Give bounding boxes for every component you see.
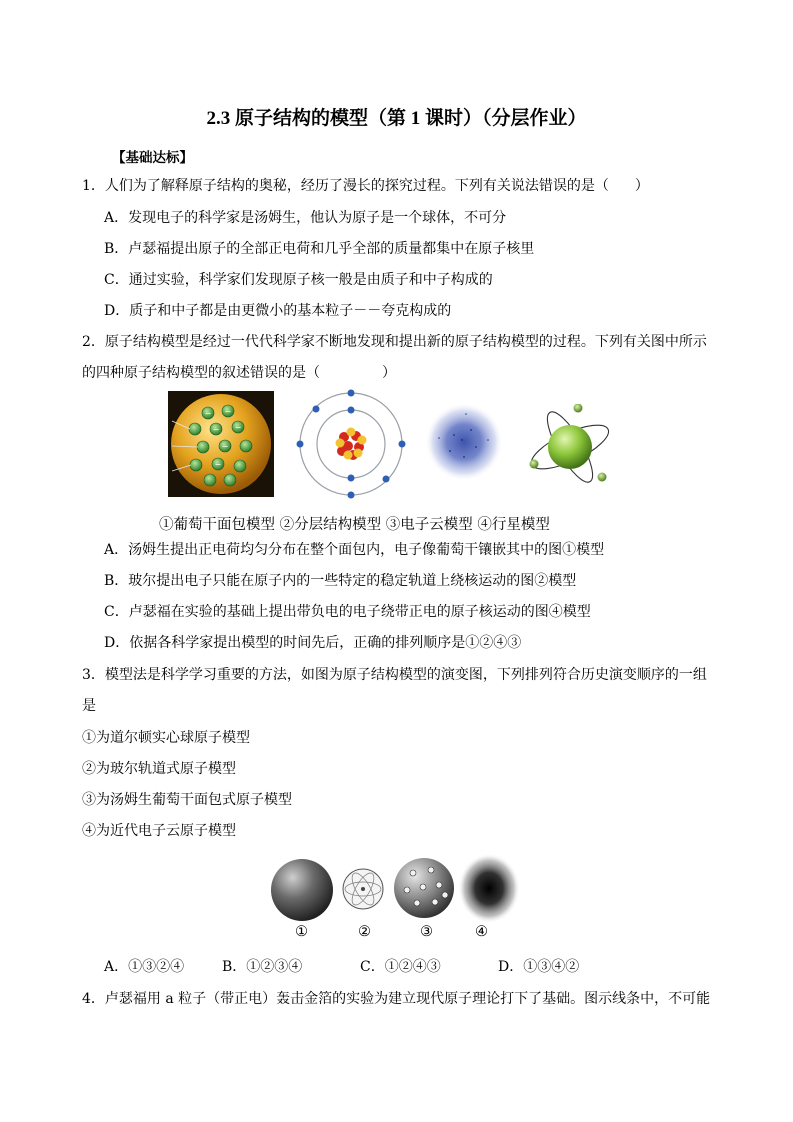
page-title: 2.3 原子结构的模型（第 1 课时）（分层作业）: [206, 108, 587, 129]
fig3-label-1: ①: [295, 924, 308, 940]
q1-option-b[interactable]: B．卢瑟福提出原子的全部正电荷和几乎全部的质量都集中在原子核里: [104, 241, 535, 257]
question-4-stem-line1: 4．卢瑟福用 a 粒子（带正电）轰击金箔的实验为建立现代原子理论打下了基础。图示线条中，不可能: [82, 991, 711, 1007]
question-2-stem-line2: [82, 362, 396, 382]
q2-option-c[interactable]: C．卢瑟福在实验的基础上提出带负电的电子绕带正电的原子核运动的图④模型: [104, 604, 591, 620]
electron-sign: −: [221, 442, 229, 451]
electron-cloud-model-figure-2: [457, 851, 521, 923]
section-heading: 【基础达标】: [112, 150, 193, 166]
q1-option-a[interactable]: A．发现电子的科学家是汤姆生，他认为原子是一个球体，不可分: [104, 210, 507, 226]
q3-option-c[interactable]: C．①②④③: [360, 959, 441, 975]
q3-option-b[interactable]: B．①②③④: [222, 959, 303, 975]
question-1-close: ）: [634, 178, 649, 194]
question-1-text: 1．人们为了解释原子结构的奥秘，经历了漫长的探究过程。下列有关说法错误的是（: [82, 178, 609, 194]
q3-item-4: ④为近代电子云原子模型: [82, 823, 236, 839]
fig3-label-4: ④: [475, 924, 488, 940]
bohr-shell-model-figure: [296, 389, 406, 499]
fig3-label-3: ③: [420, 924, 433, 940]
question-2-stem-line1: 2．原子结构模型是经过一代代科学家不断地发现和提出新的原子结构模型的过程。下列有关图中所示: [82, 334, 707, 350]
question-2-close: ）: [382, 365, 396, 381]
q3-item-3: ③为汤姆生葡萄干面包式原子模型: [82, 792, 292, 808]
plum-pudding-model-figure: [168, 391, 274, 497]
electron-sign: −: [224, 407, 232, 416]
q3-option-d[interactable]: D．①③④②: [498, 959, 580, 975]
q2-option-a[interactable]: A．汤姆生提出正电荷均匀分布在整个面包内，电子像葡萄干镶嵌其中的图①模型: [104, 542, 605, 558]
raisin-pudding-model-figure: [393, 857, 455, 919]
fig3-label-2: ②: [358, 924, 371, 940]
electron-sign: −: [214, 460, 222, 469]
orbit-model-figure: [341, 867, 385, 911]
q3-item-1: ①为道尔顿实心球原子模型: [82, 730, 250, 746]
q2-option-d[interactable]: D．依据各科学家提出模型的时间先后，正确的排列顺序是①②④③: [104, 635, 522, 651]
question-3-stem-line2: 是: [82, 698, 96, 714]
question-3-stem-line1: 3．模型法是科学学习重要的方法，如图为原子结构模型的演变图，下列排列符合历史演变顺序的一组: [82, 667, 707, 683]
q3-option-a[interactable]: A．①③②④: [104, 959, 185, 975]
electron-sign: −: [204, 409, 212, 418]
question-2-text: 的四种原子结构模型的叙述错误的是（: [82, 365, 320, 381]
electron-sign: −: [234, 423, 242, 432]
figure-2-caption: ①葡萄干面包模型 ②分层结构模型 ③电子云模型 ④行星模型: [159, 517, 550, 533]
solid-sphere-model-figure: [270, 858, 334, 922]
planetary-model-figure: [526, 404, 614, 490]
q1-option-d[interactable]: D．质子和中子都是由更微小的基本粒子－－夸克构成的: [104, 303, 452, 319]
q2-option-b[interactable]: B．玻尔提出电子只能在原子内的一些特定的稳定轨道上绕核运动的图②模型: [104, 573, 577, 589]
q3-item-2: ②为玻尔轨道式原子模型: [82, 761, 236, 777]
electron-cloud-model-figure: [424, 402, 504, 482]
question-1-stem: [82, 175, 649, 195]
electron-sign: −: [212, 425, 220, 434]
q1-option-c[interactable]: C．通过实验，科学家们发现原子核一般是由质子和中子构成的: [104, 272, 493, 288]
